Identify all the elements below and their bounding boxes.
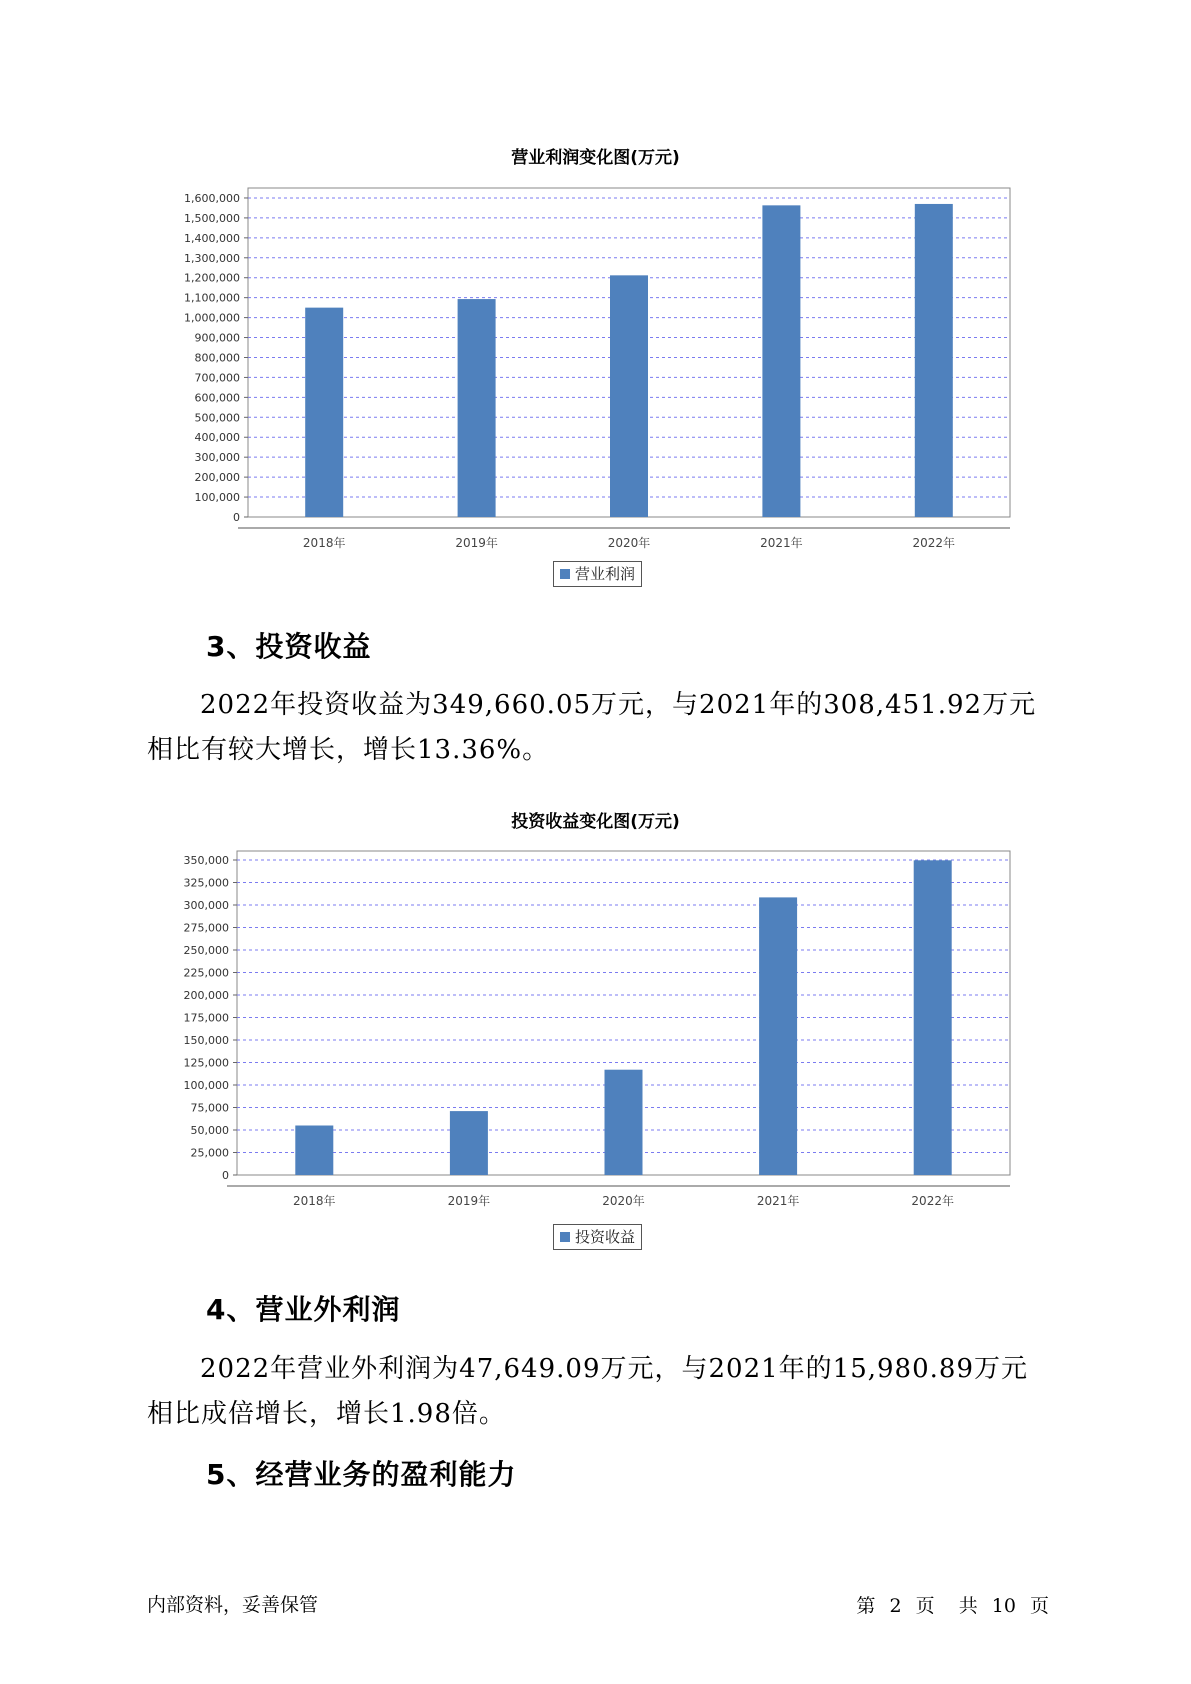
bar bbox=[914, 860, 952, 1175]
y-tick-label: 250,000 bbox=[183, 944, 229, 957]
legend-swatch-icon bbox=[560, 569, 570, 579]
section-4-paragraph: 2022年营业外利润为47,649.09万元，与2021年的15,980.89万元相比成倍增长，增长1.98倍。 bbox=[147, 1354, 1028, 1429]
y-tick-label: 275,000 bbox=[183, 921, 229, 935]
x-tick-label: 2019年 bbox=[455, 536, 498, 550]
x-tick-label: 2022年 bbox=[912, 536, 956, 550]
legend-swatch-icon bbox=[560, 1232, 570, 1242]
y-tick-label: 700,000 bbox=[194, 371, 240, 385]
bar bbox=[450, 1111, 488, 1175]
bar bbox=[605, 1070, 643, 1175]
y-tick-label: 1,300,000 bbox=[184, 251, 240, 265]
y-tick-label: 225,000 bbox=[183, 966, 229, 980]
y-tick-label: 300,000 bbox=[183, 899, 229, 912]
x-tick-label: 2022年 bbox=[911, 1194, 954, 1208]
chart1-legend bbox=[553, 561, 642, 587]
page-number: 2 bbox=[889, 1595, 902, 1617]
operating-profit-chart bbox=[0, 180, 1191, 550]
bar bbox=[295, 1126, 333, 1176]
x-tick-label: 2020年 bbox=[602, 1194, 645, 1208]
total-suffix: 页 bbox=[1029, 1595, 1049, 1617]
y-tick-label: 75,000 bbox=[190, 1101, 229, 1115]
y-tick-label: 100,000 bbox=[194, 491, 240, 505]
total-pages: 10 bbox=[991, 1595, 1016, 1617]
x-tick-label: 2021年 bbox=[756, 1194, 800, 1208]
y-tick-label: 1,000,000 bbox=[184, 311, 240, 325]
section-3-paragraph: 2022年投资收益为349,660.05万元，与2021年的308,451.92万元相比有较大增长，增长13.36%。 bbox=[147, 690, 1037, 765]
page-prefix: 第 bbox=[856, 1595, 876, 1617]
y-tick-label: 1,500,000 bbox=[184, 211, 240, 225]
x-tick-label: 2020年 bbox=[607, 536, 651, 550]
y-tick-label: 125,000 bbox=[183, 1056, 229, 1070]
y-tick-label: 600,000 bbox=[194, 391, 240, 405]
chart2-title: 投资收益变化图(万元) bbox=[511, 812, 680, 832]
y-tick-label: 150,000 bbox=[183, 1034, 229, 1047]
y-tick-label: 900,000 bbox=[194, 331, 240, 345]
x-tick-label: 2021年 bbox=[760, 536, 803, 550]
bar bbox=[915, 204, 953, 517]
y-tick-label: 500,000 bbox=[194, 411, 240, 425]
total-prefix: 共 bbox=[958, 1595, 978, 1617]
y-tick-label: 1,600,000 bbox=[184, 191, 240, 205]
x-tick-label: 2018年 bbox=[302, 536, 346, 550]
y-tick-label: 325,000 bbox=[183, 876, 229, 890]
bar bbox=[458, 299, 496, 517]
y-tick-label: 1,400,000 bbox=[184, 231, 240, 245]
y-tick-label: 0 bbox=[233, 511, 240, 524]
bar bbox=[305, 308, 343, 517]
x-tick-label: 2018年 bbox=[293, 1194, 336, 1208]
y-tick-label: 25,000 bbox=[190, 1146, 229, 1160]
page-suffix: 页 bbox=[915, 1595, 935, 1617]
y-tick-label: 1,100,000 bbox=[184, 291, 240, 305]
y-tick-label: 200,000 bbox=[183, 989, 229, 1002]
bar bbox=[762, 205, 800, 517]
y-tick-label: 300,000 bbox=[194, 451, 240, 465]
y-tick-label: 175,000 bbox=[183, 1011, 229, 1025]
footer-confidential-note: 内部资料，妥善保管 bbox=[147, 1594, 319, 1616]
y-tick-label: 200,000 bbox=[194, 471, 240, 485]
y-tick-label: 800,000 bbox=[194, 351, 240, 365]
footer-page-info bbox=[854, 1591, 1051, 1618]
chart1-title: 营业利润变化图(万元) bbox=[511, 148, 680, 168]
y-tick-label: 350,000 bbox=[183, 854, 229, 867]
section-4-heading: 4、营业外利润 bbox=[206, 1293, 401, 1326]
bar bbox=[610, 275, 648, 517]
chart2-legend-label: 投资收益 bbox=[575, 1228, 636, 1246]
investment-income-chart bbox=[0, 845, 1191, 1215]
y-tick-label: 1,200,000 bbox=[184, 271, 240, 285]
y-tick-label: 400,000 bbox=[194, 431, 240, 445]
y-tick-label: 100,000 bbox=[183, 1079, 229, 1092]
chart2-legend bbox=[553, 1224, 642, 1250]
x-tick-label: 2019年 bbox=[447, 1194, 491, 1208]
bar bbox=[759, 897, 797, 1175]
y-tick-label: 50,000 bbox=[190, 1124, 229, 1137]
section-5-heading: 5、经营业务的盈利能力 bbox=[206, 1458, 517, 1491]
section-3-heading: 3、投资收益 bbox=[206, 630, 372, 663]
chart1-legend-label: 营业利润 bbox=[575, 565, 636, 583]
y-tick-label: 0 bbox=[222, 1169, 229, 1182]
